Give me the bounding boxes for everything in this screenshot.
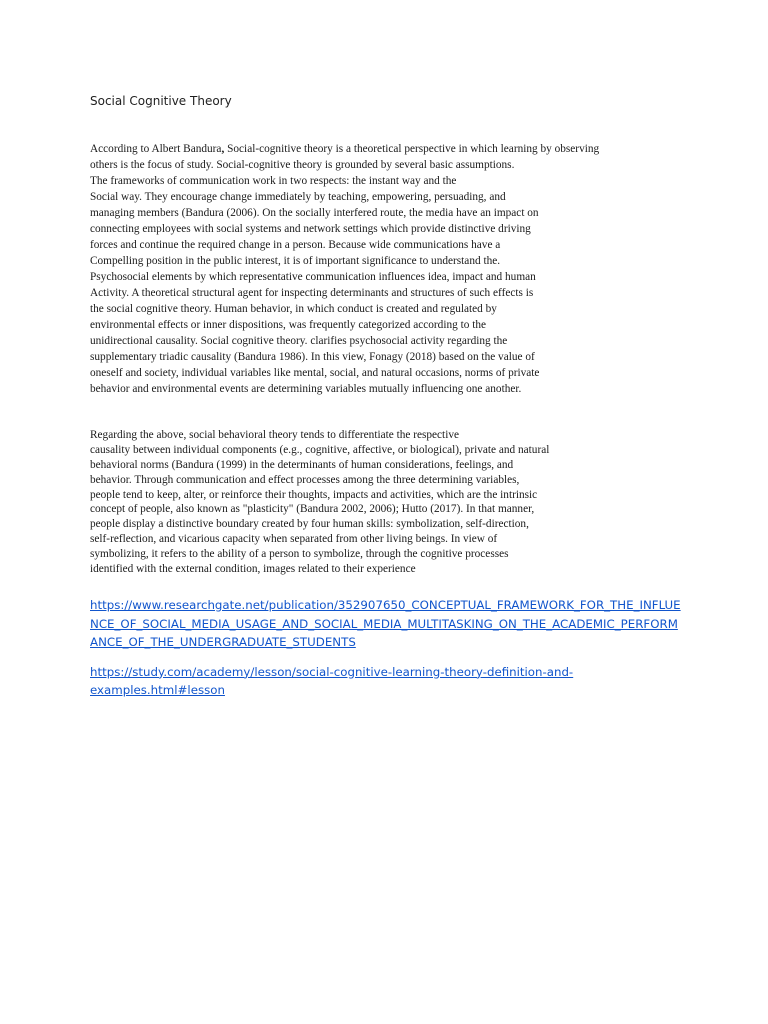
link-line: https://www.researchgate.net/publication/352907650_CONCEPTUAL_FRAMEWORK_FOR_THE_INFLUE [90, 598, 681, 612]
paragraph-1 [90, 141, 599, 397]
paragraph-2-line: people tend to keep, alter, or reinforce their thoughts, impacts and activities, which are the intrinsic [90, 488, 538, 501]
paragraph-2-line: self-reflection, and vicarious capacity when separated from other living beings. In view of [90, 533, 498, 546]
paragraph-1-line: Psychosocial elements by which representative communication influences idea, impact and human [90, 271, 536, 283]
document-title: Social Cognitive Theory [90, 94, 232, 108]
paragraph-1-line: Activity. A theoretical structural agent for inspecting determinants and structures of such effects is [90, 287, 534, 299]
paragraph-1-bold-comma: , [221, 143, 225, 155]
paragraph-1-line: the social cognitive theory. Human behavior, in which conduct is created and regulated by [90, 303, 497, 315]
link-line: https://study.com/academy/lesson/social-cognitive-learning-theory-definition-and- [90, 664, 574, 679]
link-line: examples.html#lesson [90, 683, 225, 697]
paragraph-1-line: oneself and society, individual variables like mental, social, and natural occasions, norms of private [90, 367, 540, 379]
paragraph-1-line [90, 141, 599, 157]
paragraph-1-line: Compelling position in the public interest, it is of important significance to understand the. [90, 255, 501, 267]
link-line: NCE_OF_SOCIAL_MEDIA_USAGE_AND_SOCIAL_MEDIA_MULTITASKING_ON_THE_ACADEMIC_PERFORM [90, 616, 678, 631]
paragraph-1-line: The frameworks of communication work in two respects: the instant way and the [90, 175, 457, 187]
paragraph-1-line: managing members (Bandura (2006). On the socially interfered route, the media have an impact on [90, 207, 539, 219]
paragraph-2-line: concept of people, also known as "plasticity" (Bandura 2002, 2006); Hutto (2017). In that manner, [90, 503, 535, 516]
researchgate-link[interactable] [90, 596, 680, 652]
paragraph-1-lead-rest: Social-cognitive theory is a theoretical perspective in which learning by observing [224, 143, 600, 155]
paragraph-2-line: behavioral norms (Bandura (1999) in the determinants of human considerations, feelings, and [90, 458, 514, 471]
paragraph-1-line: connecting employees with social systems and network settings which provide distinctive driving [90, 223, 531, 235]
paragraph-1-line: unidirectional causality. Social cognitive theory. clarifies psychosocial activity regarding the [90, 335, 508, 347]
reference-links [90, 596, 680, 700]
paragraph-2-line: people display a distinctive boundary created by four human skills: symbolization, self-direction, [90, 518, 529, 531]
paragraph-2-line: causality between individual components (e.g., cognitive, affective, or biological), private and natural [90, 443, 550, 456]
paragraph-1-line: forces and continue the required change in a person. Because wide communications have a [90, 239, 501, 251]
paragraph-1-line: supplementary triadic causality (Bandura 1986). In this view, Fonagy (2018) based on the value of [90, 351, 535, 363]
paragraph-2-line: symbolizing, it refers to the ability of a person to symbolize, through the cognitive processes [90, 548, 509, 561]
paragraph-2 [90, 428, 549, 577]
paragraph-2-line: identified with the external condition, images related to their experience [90, 563, 416, 576]
study-com-link[interactable] [90, 663, 680, 700]
paragraph-2-line: behavior. Through communication and effect processes among the three determining variables, [90, 473, 520, 486]
paragraph-1-line: others is the focus of study. Social-cognitive theory is grounded by several basic assumptions. [90, 159, 515, 171]
paragraph-1-line: Social way. They encourage change immediately by teaching, empowering, persuading, and [90, 191, 506, 203]
paragraph-2-line: Regarding the above, social behavioral theory tends to differentiate the respective [90, 429, 459, 441]
paragraph-1-line: behavior and environmental events are determining variables mutually influencing one another. [90, 383, 522, 395]
paragraph-1-lead: According to Albert Bandura [90, 143, 222, 155]
link-line: ANCE_OF_THE_UNDERGRADUATE_STUDENTS [90, 635, 356, 649]
paragraph-1-line: environmental effects or inner dispositions, was frequently categorized according to the [90, 319, 486, 331]
